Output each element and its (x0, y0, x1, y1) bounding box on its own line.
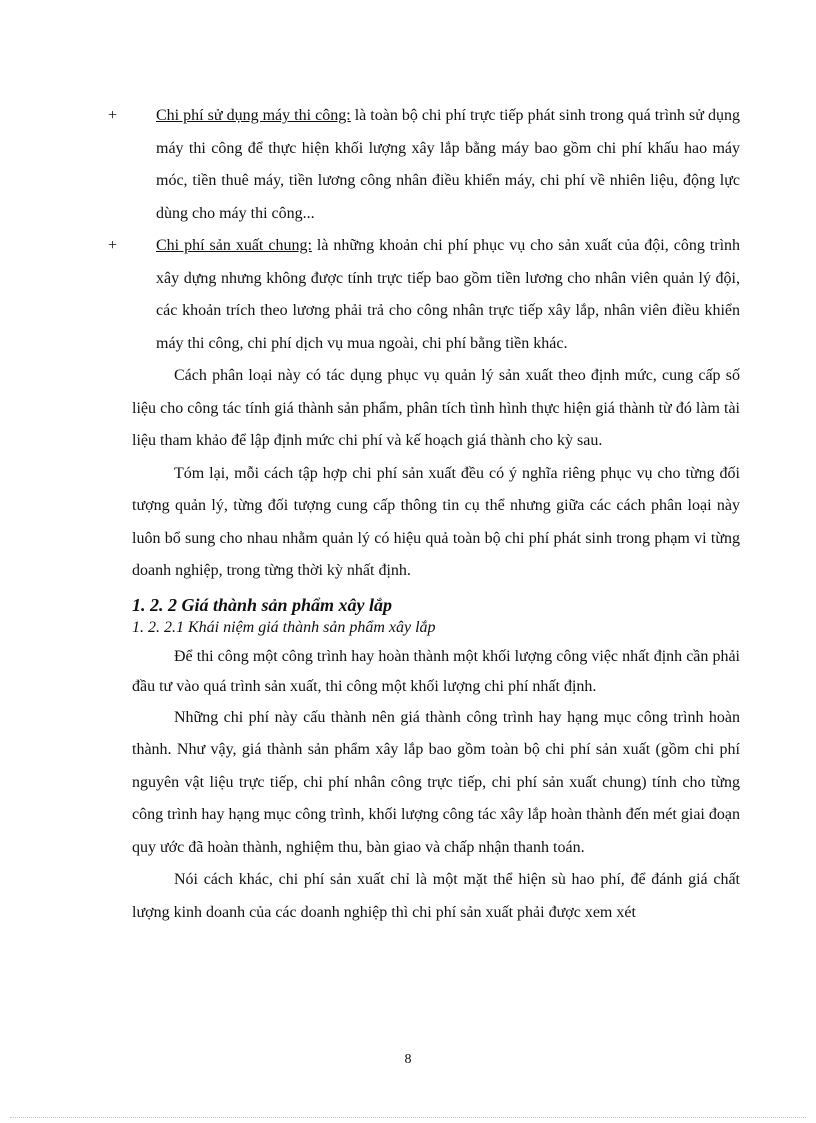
bullet-item-general-cost (108, 230, 741, 360)
bullet-text: là toàn bộ chi phí trực tiếp phát sinh trong quá trình sử dụng máy thi công để thực hiện khối lượng xây lắp bằng máy bao gồm chi phí khấu hao máy móc, tiền thuê máy, tiền lương công nhân điều khiển máy, chi phí về nhiên liệu, động lực dùng cho máy thi công... (156, 107, 740, 222)
paragraph-other-words: Nói cách khác, chi phí sản xuất chỉ là một mặt thể hiện sù hao phí, để đánh giá chất lượng kinh doanh của các doanh nghiệp thì chi phí sản xuất phải được xem xét (132, 871, 740, 921)
bullet-term: Chi phí sản xuất chung: (156, 237, 312, 254)
subsection-heading: 1. 2. 2.1 Khái niệm giá thành sản phẩm xây lắp (132, 618, 436, 636)
paragraph-investment: Để thi công một công trình hay hoàn thành một khối lượng công việc nhất định cần phải đầu tư vào quá trình sản xuất, thi công một khối lượng chi phí nhất định. (132, 647, 740, 695)
page-number: 8 (404, 1052, 412, 1067)
bullet-marker: + (108, 107, 118, 124)
paragraph-cost-definition: Những chi phí này cấu thành nên giá thành công trình hay hạng mục công trình hoàn thành. Như vậy, giá thành sản phẩm xây lắp bao gồm toàn bộ chi phí sản xuất (gồm chi phí nguyên vật liệu trực tiếp, chi phí nhân công trực tiếp, chi phí sản xuất chung) tính cho từng công trình hay hạng mục công trình, khối lượng công tác xây lắp hoàn thành đến mét giai đoạn quy ước đã hoàn thành, nghiệm thu, bàn giao và chấp nhận thanh toán. (132, 708, 740, 856)
page-bottom-divider (10, 1117, 806, 1118)
paragraph-summary: Tóm lại, mỗi cách tập hợp chi phí sản xuất đều có ý nghĩa riêng phục vụ cho từng đối tượng quản lý, từng đối tượng cung cấp thông tin cụ thể nhưng giữa các cách phân loại này luôn bổ sung cho nhau nhằm quản lý có hiệu quả toàn bộ chi phí phát sinh trong phạm vi từng doanh nghiệp, trong từng thời kỳ nhất định. (132, 464, 740, 579)
section-heading: 1. 2. 2 Giá thành sản phẩm xây lắp (132, 594, 393, 615)
bullet-text: là những khoản chi phí phục vụ cho sản xuất của đội, công trình xây dựng nhưng không được tính trực tiếp bao gồm tiền lương cho nhân viên quản lý đội, các khoản trích theo lương phải trả cho công nhân trực tiếp xây lắp, nhân viên điều khiển máy thi công, chi phí dịch vụ mua ngoài, chi phí bằng tiền khác. (156, 237, 741, 352)
paragraph-classification-purpose: Cách phân loại này có tác dụng phục vụ quản lý sản xuất theo định mức, cung cấp số liệu cho công tác tính giá thành sản phẩm, phân tích tình hình thực hiện giá thành từ đó làm tài liệu tham khảo để lập định mức chi phí và kế hoạch giá thành cho kỳ sau. (132, 367, 740, 449)
page-content (108, 100, 741, 929)
bullet-marker: + (108, 237, 118, 254)
bullet-term: Chi phí sử dụng máy thi công: (156, 107, 351, 124)
bullet-item-machine-cost (108, 100, 740, 230)
